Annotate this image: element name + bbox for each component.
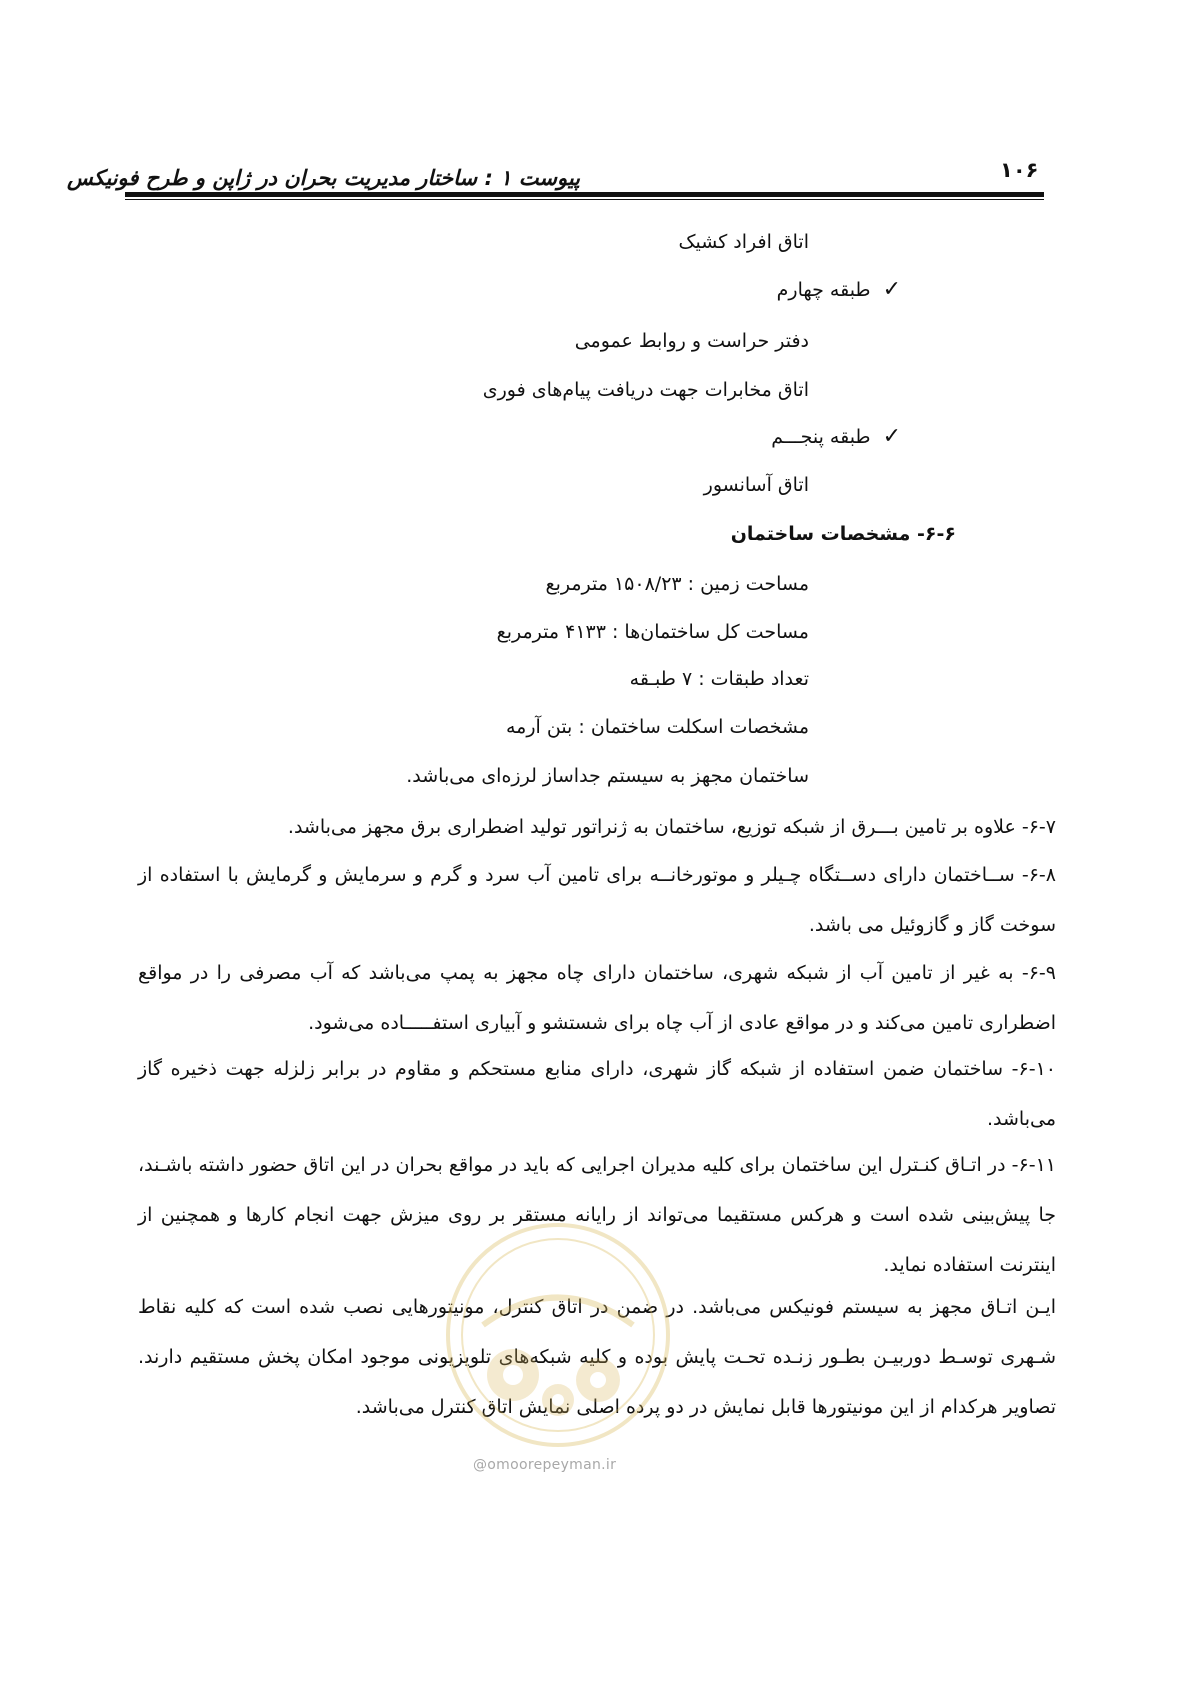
elevator-room-item: اتاق آسانسور [703, 474, 809, 496]
page-number: ۱۰۶ [1000, 158, 1039, 182]
paragraph-6-8: ۶-۸- ســاختمان دارای دســتگاه چـیلر و موتورخانــه برای تامین آب سرد و گرم و سرمایش و گرمایش با استفاده از سوخت گاز و گازوئیل می باشد. [138, 864, 1056, 936]
floor4-title: طبقه چهارم [776, 279, 871, 301]
land-area-spec: مساحت زمین : ۱۵۰۸/۲۳ مترمربع [545, 573, 809, 595]
paragraph-control-room: ایـن اتـاق مجهز به سیستم فونیکس می‌باشد. در ضمن در اتاق کنترل، مونیتورهایی نصب شده است که کلیه نقاط شـهری توسـط دوربیـن بطـور زنـده تحـت پایش بوده و کلیه شبکه‌های تلویزیونی موجود امکان پخش مستقیم دارند. تصاویر هرکدام از این مونیتورها قابل نمایش در دو پرده اصلی نمایش اتاق کنترل می‌باشد. [138, 1296, 1056, 1418]
on-call-room-item: اتاق افراد کشیک [678, 231, 809, 253]
skeleton-spec: مشخصات اسکلت ساختمان : بتن آرمه [506, 716, 809, 738]
paragraph-6-9: ۶-۹- به غیر از تامین آب از شبکه شهری، ساختمان دارای چاه مجهز به پمپ می‌باشد که آب مصرفی را در مواقع اضطراری تامین می‌کند و در مواقع عادی از آب چاه برای شستشو و آبیاری استفـــــاده می‌شود. [138, 962, 1056, 1034]
paragraph-6-7: ۶-۷- علاوه بر تامین بـــرق از شبکه توزیع، ساختمان به ژنراتور تولید اضطراری برق مجهز می‌باشد. [287, 816, 1056, 838]
security-office-item: دفتر حراست و روابط عمومی [574, 330, 809, 352]
floor4-heading [777, 276, 901, 304]
paragraph-6-11: ۶-۱۱- در اتـاق کنـترل این ساختمان برای کلیه مدیران اجرایی که باید در مواقع بحران در این اتاق حضور داشته باشـند، جا پیش‌بینی شده است و هرکس مستقیما می‌تواند از رایانه مستقر بر روی میزش جهت انجام کارها و همچنین از اینترنت استفاده نماید. [138, 1154, 1056, 1276]
header-rule-thin [125, 199, 1044, 200]
floor5-title: طبقه پنجـــم [771, 426, 871, 448]
paragraph-6-10: ۶-۱۰- ساختمان ضمن استفاده از شبکه گاز شهری، دارای منابع مستحکم و مقاوم در برابر زلزله جهت ذخیره گاز می‌باشد. [138, 1058, 1056, 1130]
total-area-spec: مساحت کل ساختمان‌ها : ۴۱۳۳ مترمربع [496, 621, 809, 643]
floor5-heading [771, 423, 901, 451]
watermark-url: @omoorepeyman.ir [473, 1457, 617, 1473]
communications-room-item: اتاق مخابرات جهت دریافت پیام‌های فوری [482, 379, 809, 401]
checkmark-icon: ✓ [882, 277, 901, 302]
running-title: پیوست ۱ : ساختار مدیریت بحران در ژاپن و طرح فونیکس [66, 166, 580, 190]
section-6-6-heading: ۶-۶- مشخصات ساختمان [730, 523, 956, 545]
header-rule [125, 192, 1044, 197]
floor-count-spec: تعداد طبقات : ۷ طبـقه [629, 668, 809, 690]
isolator-spec: ساختمان مجهز به سیستم جداساز لرزه‌ای می‌باشد. [406, 765, 809, 787]
watermark-logo [438, 1215, 678, 1455]
checkmark-icon: ✓ [882, 424, 901, 449]
